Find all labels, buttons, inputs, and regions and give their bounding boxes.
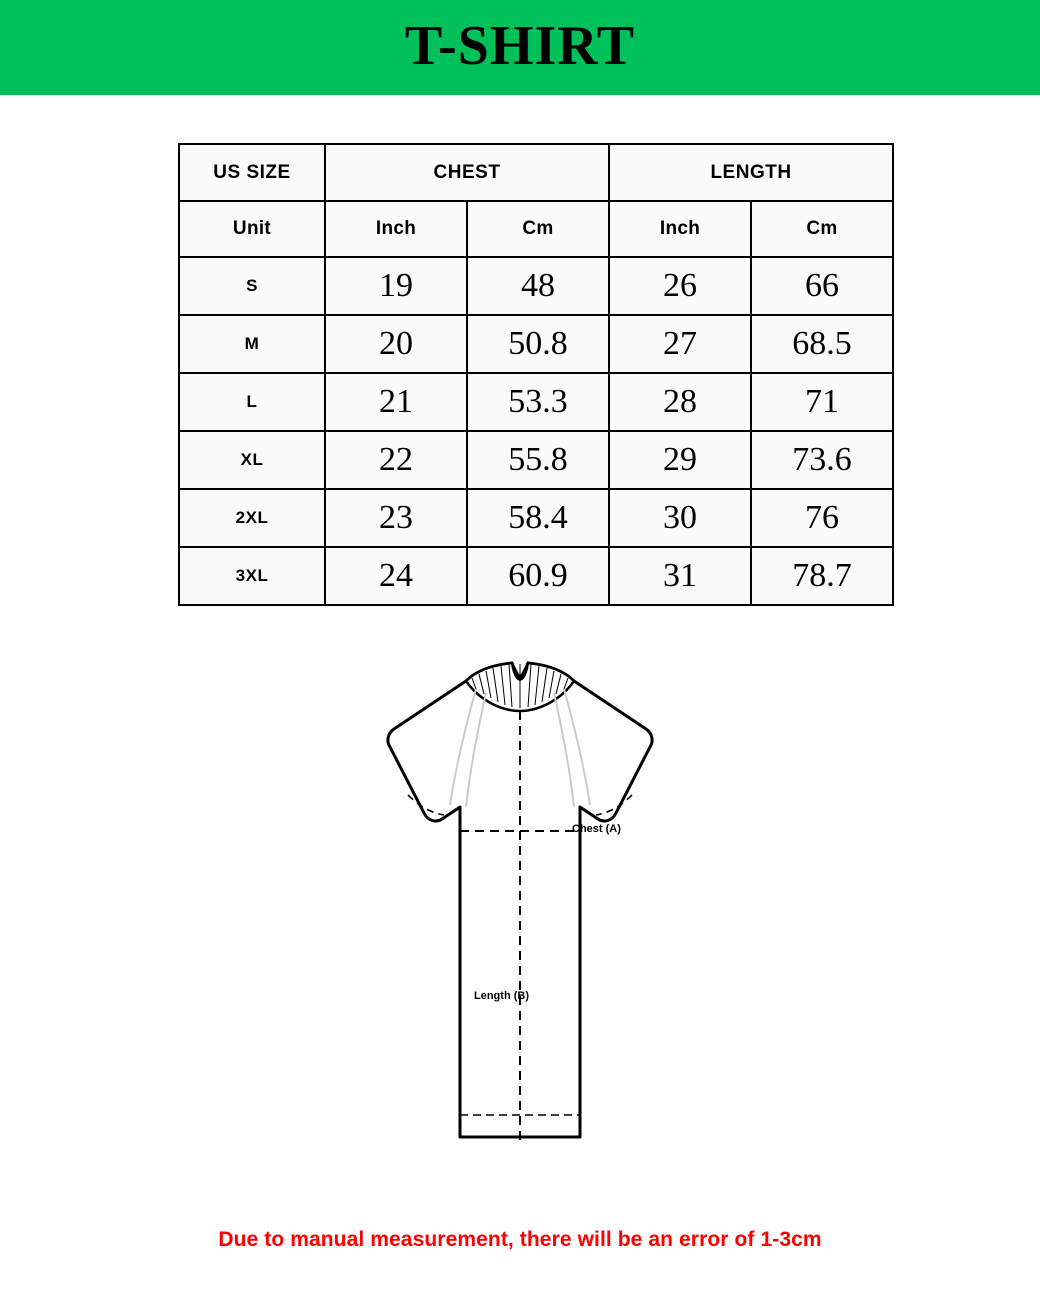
cell-length-inch: 26 (609, 257, 751, 315)
tshirt-diagram (280, 645, 760, 1185)
cell-length-cm: 68.5 (751, 315, 893, 373)
cell-length-inch: 28 (609, 373, 751, 431)
cell-length-cm: 71 (751, 373, 893, 431)
cell-chest-inch: 19 (325, 257, 467, 315)
cell-chest-inch: 21 (325, 373, 467, 431)
cell-chest-cm: 50.8 (467, 315, 609, 373)
cell-chest-cm: 53.3 (467, 373, 609, 431)
cell-size: 2XL (179, 489, 325, 547)
cell-length-inch: 30 (609, 489, 751, 547)
table-row (179, 431, 893, 489)
measurement-disclaimer: Due to manual measurement, there will be an error of 1-3cm (218, 1228, 822, 1251)
table-header-row (179, 144, 893, 201)
cell-chest-inch: 24 (325, 547, 467, 605)
unit-length-inch: Inch (609, 201, 751, 257)
cell-length-cm: 76 (751, 489, 893, 547)
table-row (179, 315, 893, 373)
cell-size: 3XL (179, 547, 325, 605)
table-row (179, 373, 893, 431)
cell-length-inch: 31 (609, 547, 751, 605)
cell-length-cm: 66 (751, 257, 893, 315)
cell-chest-inch: 20 (325, 315, 467, 373)
header-length: LENGTH (609, 144, 893, 201)
tshirt-illustration (280, 645, 760, 1185)
cell-chest-cm: 55.8 (467, 431, 609, 489)
unit-chest-cm: Cm (467, 201, 609, 257)
cell-chest-inch: 22 (325, 431, 467, 489)
cell-chest-cm: 48 (467, 257, 609, 315)
table-row (179, 489, 893, 547)
unit-length-cm: Cm (751, 201, 893, 257)
unit-chest-inch: Inch (325, 201, 467, 257)
unit-label: Unit (179, 201, 325, 257)
table-row (179, 547, 893, 605)
cell-size: L (179, 373, 325, 431)
length-measure-label: Length (B) (474, 990, 529, 1002)
cell-chest-cm: 58.4 (467, 489, 609, 547)
cell-chest-inch: 23 (325, 489, 467, 547)
cell-size: XL (179, 431, 325, 489)
header-banner (0, 0, 1040, 95)
cell-length-inch: 27 (609, 315, 751, 373)
page-title: T-SHIRT (404, 14, 636, 77)
cell-length-cm: 73.6 (751, 431, 893, 489)
cell-size: S (179, 257, 325, 315)
header-chest: CHEST (325, 144, 609, 201)
table-unit-row (179, 201, 893, 257)
cell-length-inch: 29 (609, 431, 751, 489)
table-row (179, 257, 893, 315)
cell-chest-cm: 60.9 (467, 547, 609, 605)
cell-length-cm: 78.7 (751, 547, 893, 605)
header-us-size: US SIZE (179, 144, 325, 201)
size-chart-table (178, 143, 862, 606)
cell-size: M (179, 315, 325, 373)
chest-measure-label: Chest (A) (572, 823, 621, 835)
